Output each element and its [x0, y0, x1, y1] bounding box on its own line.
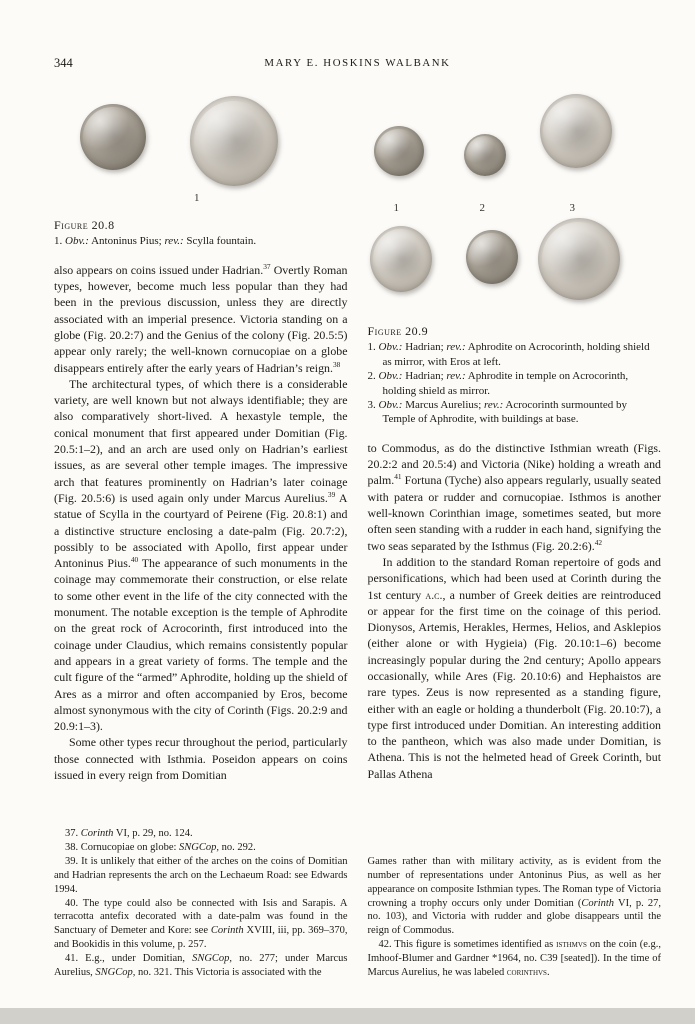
body-paragraph: to Commodus, as do the distinctive Isthmian wreath (Figs. 20.2:2 and 20.5:4) and Victoria (Nike) holding a wreath and palm.$^{41}$ Fortuna (Tyche) also appears regularly, usually seated with patera or rudder and cornucopiae. Isthmos is another well-known Corinthian image, sometimes seated, but more often seen standing with a rudder in each hand, signifying the two seas separated by the Isthmus (Fig. 20.2:6).$^{42}$	[367, 440, 661, 553]
figure-20-9-plate	[368, 88, 662, 316]
figure-20-9-caption-item: 3. Obv.: Marcus Aurelius; rev.: Acrocorinth surmounted by Temple of Aphrodite, with buildings at base.	[367, 399, 627, 426]
coin-image-obverse-3	[540, 94, 612, 168]
footnote-39: 39. It is unlikely that either of the arches on the coins of Domitian and Hadrian represents the arch on the Lechaeum Road: see Edwards 1994.	[54, 855, 348, 895]
figure-20-8-title: Figure 20.8	[54, 218, 115, 232]
body-paragraph: Some other types recur throughout the period, particularly those connected with Isthmia. Poseidon appears on coins issued in every reign from Domitian	[54, 735, 348, 783]
plate-label: 1	[194, 192, 200, 204]
two-column-body	[54, 88, 661, 1006]
page-header	[54, 54, 661, 74]
figure-20-8-caption-item: 1. Obv.: Antoninus Pius; rev.: Scylla fountain.	[54, 235, 257, 248]
figure-20-9-caption-item: 2. Obv.: Hadrian; rev.: Aphrodite in temple on Acrocorinth, holding shield as mirror.	[367, 370, 629, 397]
coin-image-reverse-1	[370, 226, 432, 292]
scan-edge-band	[0, 1008, 695, 1024]
body-paragraph: In addition to the standard Roman repertoire of gods and personifications, which had been used at Corinth during the 1st century a.c., a number of Greek deities are reintroduced or appear for the first time on the coinage of this period. Dionysos, Artemis, Herakles, Hermes, Helios, and Asklepios (either alone or with Hygieia) (Fig. 20.10:1–6) become increasingly popular during the 2nd century; Apollo appears occasionally, while Ares (Fig. 20.10:6) and Hephaistos are rare types. Zeus is now represented as a standing figure, either with an eagle or holding a thunderbolt (Fig. 20.10:7), a type first introduced under Domitian. An interesting addition to the pantheon, which was also made under Domitian, is Athena. This is not the helmeted head of Greek Corinth, but Pallas Athena	[367, 554, 661, 781]
coin-image-obverse-1	[374, 126, 424, 176]
coin-image-obverse-2	[464, 134, 506, 176]
footnote-38: 38. Cornucopiae on globe: SNGCop, no. 292.	[65, 841, 256, 853]
coin-image-reverse-3	[538, 218, 620, 300]
coin-image-obverse-antoninus-pius	[80, 104, 146, 170]
figure-20-8-caption	[54, 218, 348, 249]
right-column	[368, 88, 662, 1006]
body-paragraph: also appears on coins issued under Hadrian.$^{37}$ Overtly Roman types, however, become much less popular than they had been in the previous discussion, unless they are directly associated with an imperial presence. Victoria standing on a globe (Fig. 20.2:7) and the Genius of the colony (Fig. 20.5:5) appear only rarely; the well-known cornucopiae on a globe disappears entirely after the early years of Hadrian’s reign.$^{38}$	[54, 261, 348, 375]
footnote-37: 37. Corinth VI, p. 29, no. 124.	[65, 828, 193, 840]
figure-20-9-caption	[368, 324, 662, 427]
footnote-40: 40. The type could also be connected with Isis and Sarapis. A terracotta antefix decorated with a date-palm was found in the Sanctuary of Demeter and Kore: see Corinth XVIII, iii, pp. 369–370, and Bookidis in this volume, p. 257.	[54, 897, 348, 951]
plate-label-1: 1	[393, 202, 399, 214]
coin-image-reverse-2	[466, 230, 518, 284]
left-footnotes	[54, 817, 348, 1006]
figure-20-8-plate	[54, 94, 348, 210]
left-column	[54, 88, 348, 1006]
footnote-42: 42. This figure is sometimes identified as isthmvs on the coin (e.g., Imhoof-Blumer and Gardner *1964, no. C39 [seated]). In the time of Marcus Aurelius, he was labeled corinthvs.	[367, 939, 662, 979]
right-footnotes	[368, 845, 662, 1006]
footnote-41-continued: Games rather than with military activity, as is evident from the number of representations under Antoninus Pius, as well as her appearance on composite Isthmian types. The Roman type of Victoria crowning a trophy occurs only under Domitian (Corinth VI, p. 27, no. 103), and Victoria with rudder and globe disappears until the reign of Commodus.	[367, 855, 662, 937]
figure-20-9-caption-item: 1. Obv.: Hadrian; rev.: Aphrodite on Acrocorinth, holding shield as mirror, with Eros at left.	[367, 341, 650, 368]
page-number: 344	[54, 56, 73, 70]
coin-image-reverse-scylla-fountain	[190, 96, 278, 186]
footnote-41: 41. E.g., under Domitian, SNGCop, no. 277; under Marcus Aurelius, SNGCop, no. 321. This Victoria is associated with the	[54, 953, 348, 979]
body-paragraph: The architectural types, of which there is a considerable variety, are well known but not always identifiable; they are also comparatively short-lived. A hexastyle temple, the conical monument that first appeared under Domitian (Fig. 20.5:1–2), and an arch are used only on Hadrian’s earliest issues, as are several other temple images. The impressive arch that features prominently on Hadrian’s later coinage (Fig. 20.5:6) is used again only under Marcus Aurelius.$^{39}$ A statue of Scylla in the courtyard of Peirene (Fig. 20.8:1) and a distinctive structure enclosing a date-palm (Fig. 20.7:2), possibly to be associated with Apollo, first appear under Antoninus Pius.$^{40}$ The appearance of such monuments in the coinage may commemorate their construction, or else relate to some other event in the life of the city connected with the monument. The notable exception is the temple of Aphrodite on the great rock of Acrocorinth, first introduced into the coinage under Claudius, which remains consistently popular and appears in a great variety of forms. The temple and the cult figure of the “armed” Aphrodite, holding up the shield of Ares as a mirror and often accompanied by Eros, become almost synonymous with the city of Corinth (Figs. 20.2:9 and 20.9:1–3).	[54, 376, 348, 734]
plate-label-3: 3	[569, 202, 575, 214]
figure-20-9-title: Figure 20.9	[367, 324, 429, 338]
running-head: MARY E. HOSKINS WALBANK	[264, 57, 451, 69]
plate-label-2: 2	[479, 202, 485, 214]
